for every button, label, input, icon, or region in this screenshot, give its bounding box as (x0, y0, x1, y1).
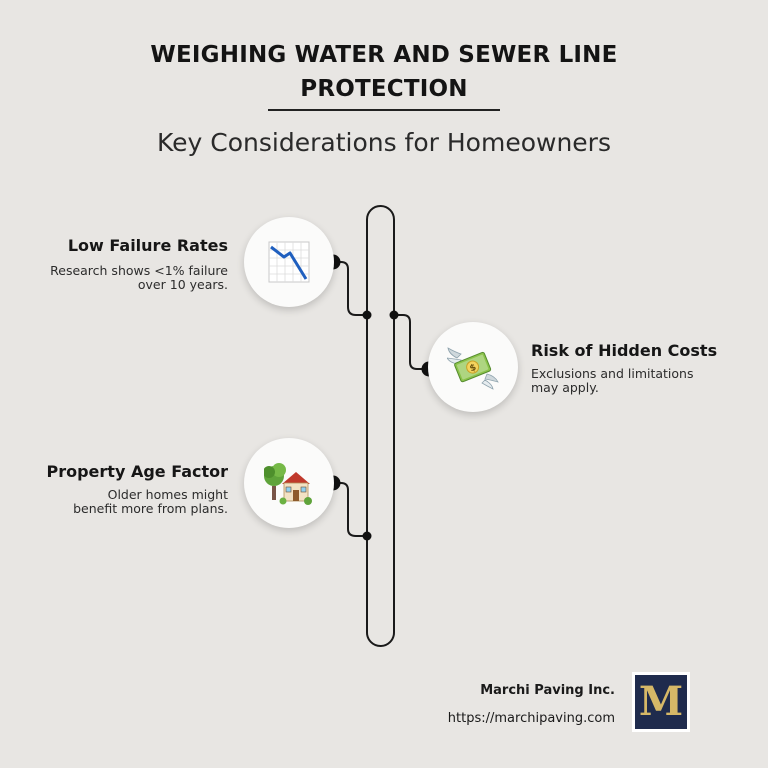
hidden-costs-desc-line-2: may apply. (531, 380, 599, 395)
company-name: Marchi Paving Inc. (480, 683, 615, 698)
low-failure-icon-circle (244, 217, 334, 307)
property-age-description (20, 488, 228, 516)
hidden-costs-description (531, 367, 751, 395)
low-failure-desc-line-1: Research shows <1% failure (50, 263, 228, 278)
connector-low-failure (333, 262, 367, 315)
low-failure-desc-line-2: over 10 years. (137, 277, 228, 292)
connector-property-age (333, 483, 367, 536)
connector-hidden-costs (394, 315, 429, 369)
junction-hidden-costs (390, 311, 399, 320)
house-with-garden-icon (264, 460, 314, 506)
svg-text:$: $ (468, 362, 478, 375)
low-failure-heading: Low Failure Rates (67, 236, 228, 255)
title-line-2: PROTECTION (300, 76, 468, 102)
page-subtitle: Key Considerations for Homeowners (157, 128, 611, 157)
property-age-desc-line-1: Older homes might (107, 487, 228, 502)
logo-letter: M (638, 678, 684, 725)
title-line-1: WEIGHING WATER AND SEWER LINE (150, 42, 618, 68)
low-failure-description (20, 264, 228, 292)
logo-badge (635, 675, 687, 729)
hidden-costs-icon-circle (428, 322, 518, 412)
junction-property-age (363, 532, 372, 541)
property-age-icon-circle (244, 438, 334, 528)
hidden-costs-heading: Risk of Hidden Costs (531, 341, 718, 360)
company-logo (632, 672, 690, 732)
junction-low-failure (363, 311, 372, 320)
money-with-wings-icon (447, 344, 499, 390)
property-age-heading: Property Age Factor (46, 462, 228, 481)
central-track (367, 206, 394, 646)
hidden-costs-desc-line-1: Exclusions and limitations (531, 366, 694, 381)
company-url[interactable]: https://marchipaving.com (447, 711, 615, 726)
property-age-desc-line-2: benefit more from plans. (73, 501, 228, 516)
chart-decreasing-icon (266, 239, 312, 285)
